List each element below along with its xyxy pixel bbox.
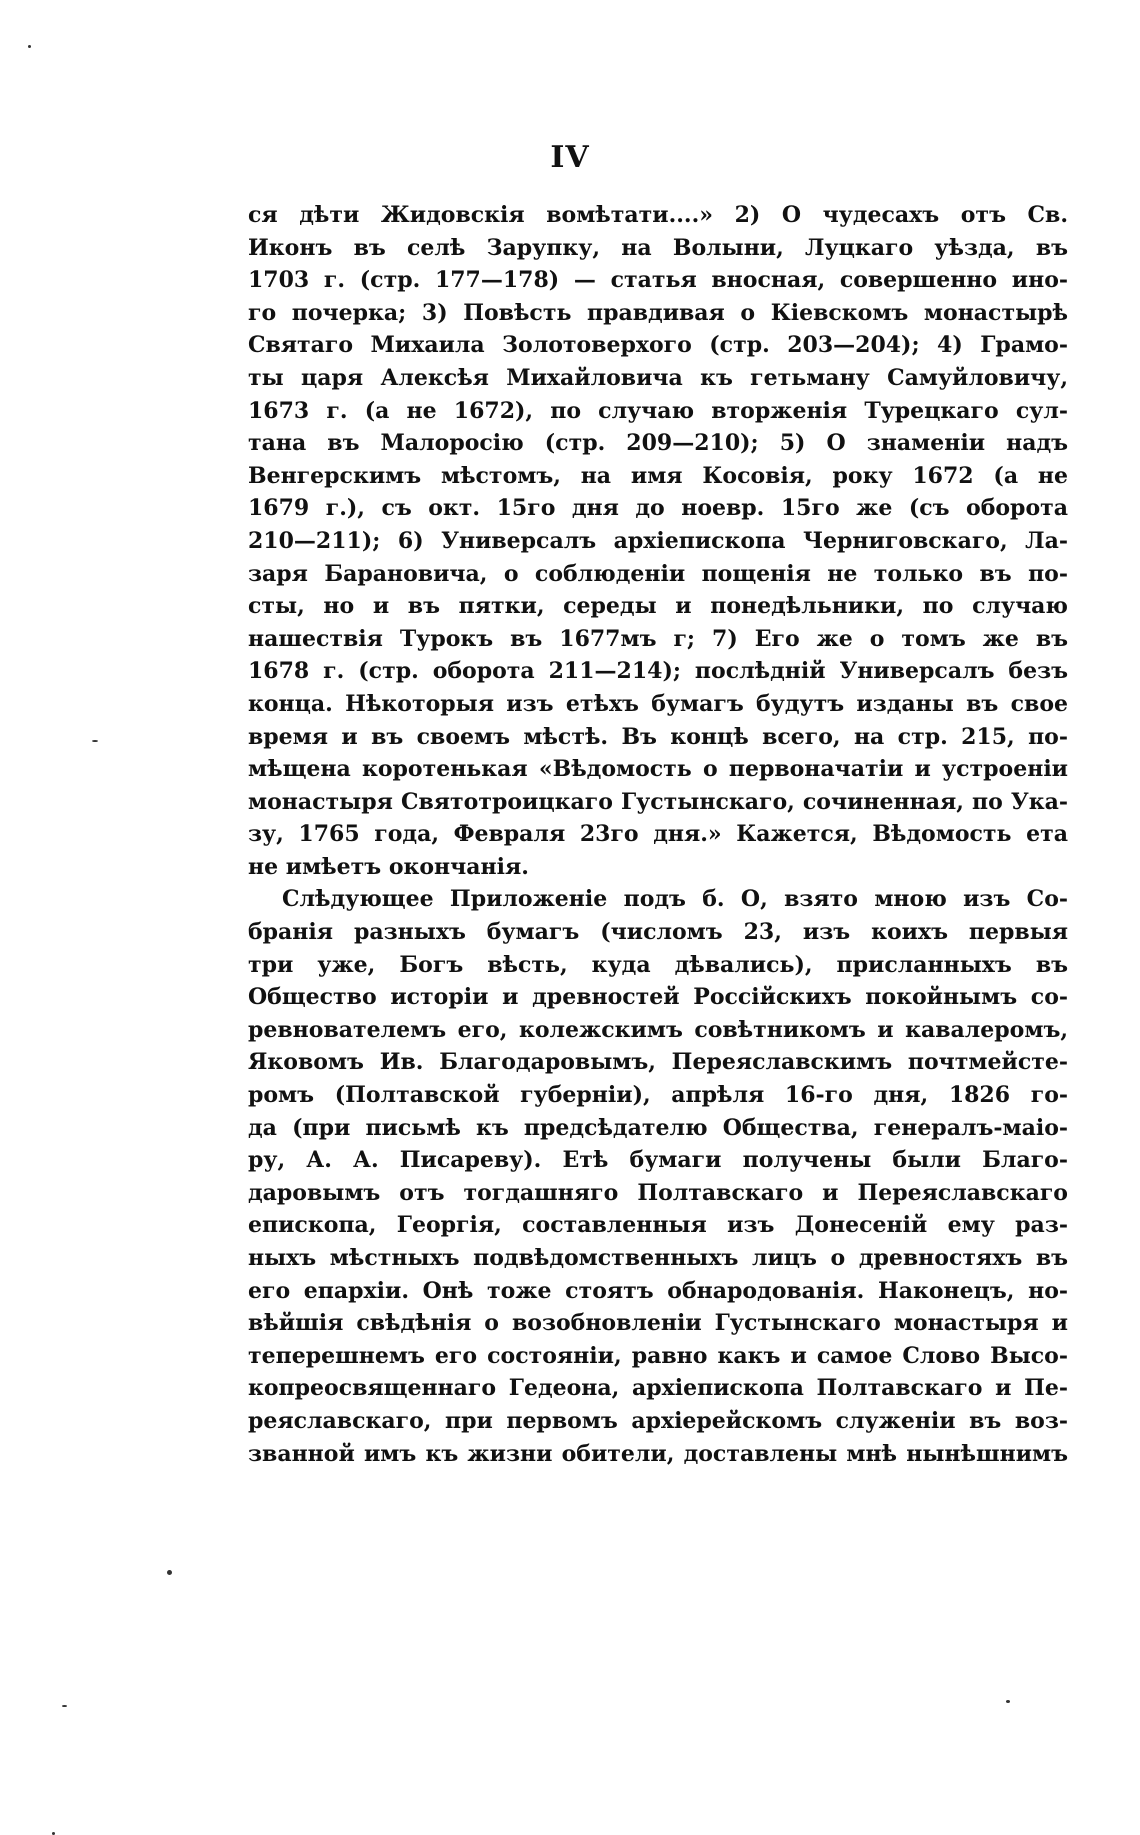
text-line: ся дѣти Жидовскія вомѣтати....» 2) О чудесахъ отъ Св.	[248, 202, 1068, 228]
text-line: го почерка; 3) Повѣсть правдивая о Кіевскомъ монастырѣ	[248, 299, 1068, 326]
text-line: 1703 г. (стр. 177—178) — статья вносная, совершенно ино-	[248, 267, 1068, 294]
text-line: 1679 г.), съ окт. 15го дня до ноевр. 15го же (съ оборота	[248, 495, 1068, 522]
page-number: IV	[550, 140, 590, 175]
text-line: ромъ (Полтавской губерніи), апрѣля 16-го дня, 1826 го-	[248, 1082, 1068, 1109]
text-line: его епархіи. Онѣ тоже стоятъ обнародованія. Наконецъ, но-	[248, 1277, 1068, 1304]
body-text	[248, 199, 1068, 1470]
scan-speck	[1006, 1700, 1010, 1703]
scan-speck	[92, 740, 98, 742]
text-line: даровымъ отъ тогдашняго Полтавскаго и Переяславскаго	[248, 1179, 1068, 1206]
scan-speck	[62, 1705, 67, 1707]
text-line: бранія разныхъ бумагъ (числомъ 23, изъ коихъ первыя	[248, 919, 1068, 946]
paragraph-1	[248, 199, 1068, 883]
text-line: сты, но и въ пятки, середы и понедѣльники, по случаю	[248, 593, 1068, 620]
text-line: копреосвященнаго Гедеона, архіепископа Полтавскаго и Пе-	[248, 1375, 1068, 1402]
text-line: да (при письмѣ къ предсѣдателю Общества, генералъ-маіо-	[248, 1114, 1068, 1141]
text-line: званной имъ къ жизни обители, доставлены мнѣ нынѣшнимъ	[248, 1440, 1068, 1467]
text-line: Святаго Михаила Золотоверхого (стр. 203—204); 4) Грамо-	[248, 332, 1068, 359]
text-line: теперешнемъ его состояніи, равно какъ и самое Слово Высо-	[248, 1342, 1068, 1369]
text-line: Венгерскимъ мѣстомъ, на имя Косовія, року 1672 (а не	[248, 462, 1068, 489]
text-line: заря Барановича, о соблюденіи пощенія не только въ по-	[248, 560, 1068, 587]
text-line: Иконъ въ селѣ Зарупку, на Волыни, Луцкаго уѣзда, въ	[248, 234, 1068, 261]
scan-speck	[28, 45, 31, 48]
text-line: монастыря Святотроицкаго Густынскаго, сочиненная, по Ука-	[248, 788, 1068, 815]
text-line: время и въ своемъ мѣстѣ. Въ концѣ всего, на стр. 215, по-	[248, 723, 1068, 750]
text-line: ру, А. А. Писареву). Етѣ бумаги получены были Благо-	[248, 1147, 1068, 1174]
text-line: тана въ Малоросію (стр. 209—210); 5) О знаменіи надъ	[248, 430, 1068, 457]
text-line: епископа, Георгія, составленныя изъ Донесеній ему раз-	[248, 1212, 1068, 1239]
text-line: мѣщена коротенькая «Вѣдомость о первоначатіи и устроеніи	[248, 756, 1068, 783]
text-line: конца. Нѣкоторыя изъ етѣхъ бумагъ будутъ изданы въ свое	[248, 690, 1068, 717]
text-line: Яковомъ Ив. Благодаровымъ, Переяславскимъ почтмейсте-	[248, 1049, 1068, 1076]
text-line: Общество исторіи и древностей Россійскихъ покойнымъ со-	[248, 984, 1068, 1011]
text-line: ревнователемъ его, колежскимъ совѣтникомъ и кавалеромъ,	[248, 1016, 1068, 1043]
paragraph-2	[248, 883, 1068, 1470]
text-line: нашествія Турокъ въ 1677мъ г; 7) Его же о томъ же въ	[248, 625, 1068, 652]
text-line: ты царя Алексѣя Михайловича къ гетьману Самуйловичу,	[248, 364, 1068, 391]
text-line: 1678 г. (стр. оборота 211—214); послѣдній Универсалъ безъ	[248, 658, 1068, 685]
text-line: Слѣдующее Приложеніе подъ б. О, взято мною изъ Со-	[282, 886, 1068, 913]
text-line: зу, 1765 года, Февраля 23го дня.» Кажется, Вѣдомость ета	[248, 821, 1068, 848]
text-line: три уже, Богъ вѣсть, куда дѣвались), присланныхъ въ	[248, 951, 1068, 978]
scan-speck	[167, 1570, 172, 1575]
text-line: 210—211); 6) Универсалъ архіепископа Черниговскаго, Ла-	[248, 527, 1068, 554]
text-line: ныхъ мѣстныхъ подвѣдомственныхъ лицъ о древностяхъ въ	[248, 1245, 1068, 1271]
text-line: вѣйшія свѣдѣнія о возобновленіи Густынскаго монастыря и	[248, 1310, 1068, 1337]
text-line: реяславскаго, при первомъ архіерейскомъ служеніи въ воз-	[248, 1407, 1068, 1434]
text-line: не имѣетъ окончанія.	[248, 853, 529, 880]
text-line: 1673 г. (а не 1672), по случаю вторженія Турецкаго сул-	[248, 397, 1068, 424]
